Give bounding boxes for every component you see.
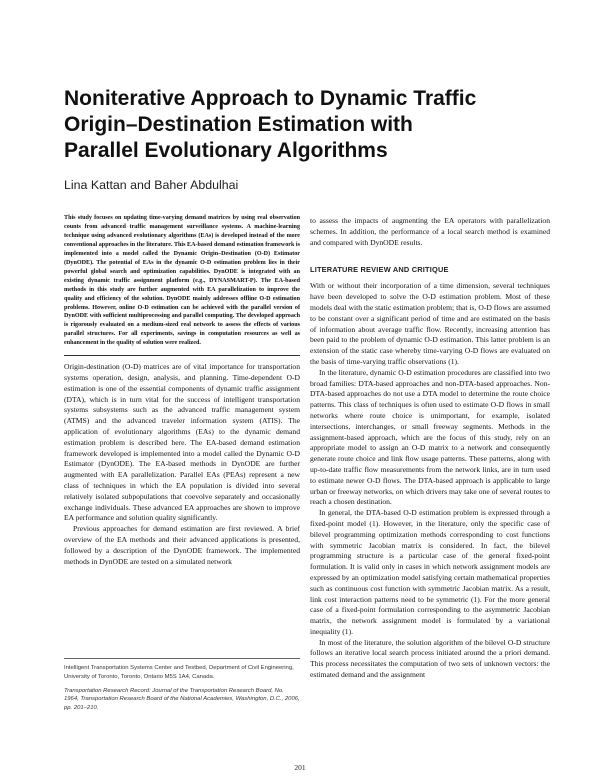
body-paragraph: With or without their incorporation of a time dimension, several techniques have been developed to solve the O-D estimation problem. Most of these models deal with the static estimation problem; that is, O-D flows are assumed to be constant over a significant period of time and are estimated on the basis of information about average traffic flow. Recently, increasing attention has been paid to the problem of dynamic O-D estimation. This latter problem is an extension of the static case whereby time-varying O-D flows are evaluated on the basis of time-varying traffic observations (1).	[310, 281, 550, 366]
body-paragraph: Previous approaches for demand estimation are first reviewed. A brief overview of the EA methods and their advanced applications is presented, followed by a description of the DynODE framework. The implemented methods in DynODE are tested on a simulated network	[64, 524, 300, 566]
author-affiliation: Intelligent Transportation Systems Center and Testbed, Department of Civil Engineering, University of Toronto, Toronto, Ontario M5S 1A4, Canada.	[64, 665, 294, 680]
body-paragraph: Origin-destination (O-D) matrices are of vital importance for transportation systems operation, design, analysis, and planning. Time-dependent O-D estimation is one of the essential components of dynamic traffic assignment (DTA), which is in turn vital for the success of intelligent transportation systems subsystems such as the advanced traffic management system (ATMS) and the advanced traveler information system (ATIS). The application of evolutionary algorithms (EAs) to the dynamic demand estimation problem is described here. The EA-based demand estimation framework developed is implemented into a model called the Dynamic O-D Estimator (DynODE). The EA-based methods in DynODE are further augmented with EA parallelization. Parallel EAs (PEAs) represent a new class of techniques in which the EA population is divided into several relatively isolated subpopulations that coevolve separately and occasionally exchange individuals. These advanced EA approaches are shown to improve EA performance and solution quality significantly.	[64, 362, 300, 523]
section-heading: LITERATURE REVIEW AND CRITIQUE	[310, 265, 449, 275]
right-column	[310, 216, 550, 681]
title-line: Parallel Evolutionary Algorithms	[64, 139, 388, 162]
body-paragraph: In general, the DTA-based O-D estimation problem is expressed through a fixed-point model (1). However, in the literature, only the specific case of bilevel programming optimization methods corresponding to cost functions with symmetric Jacobian matrix is considered. In fact, the bilevel programming structure is a particular case of the general fixed-point formulation. It is valid only in cases in which network assignment models are expressed by an optimization model satisfying certain mathematical properties such as continuous cost function with symmetric Jacobian matrix. As a result, link cost interaction patterns need to be symmetric (1). For the more general case of a fixed-point formulation corresponding to the asymmetric Jacobian matrix, the network assignment model is formulated by a variational inequality (1).	[310, 508, 550, 636]
footnote	[64, 658, 300, 718]
author-list: Lina Kattan and Baher Abdulhai	[64, 178, 239, 192]
title-line: Origin–Destination Estimation with	[64, 113, 413, 136]
body-paragraph: In the literature, dynamic O-D estimation procedures are classified into two broad families: DTA-based approaches and non-DTA-based approaches. Non-DTA-based approaches do not use a DTA model to determine the route choice patterns. This class of techniques is often used to estimate O-D flows in small networks where route choice is unimportant, for example, isolated intersections, interchanges, or small freeway segments. Methods in the assignment-based approach, which are the focus of this study, rely on an appropriate model to assign an O-D matrix to a network and consequently generate route choice and link flow usage patterns. These patterns, along with up-to-date traffic flow measurements from the network links, are in turn used to estimate newer O-D flows. The DTA-based approach is applicable to large urban or freeway networks, on which drivers may take one of several routes to reach a chosen destination.	[310, 367, 550, 507]
body-paragraph: In most of the literature, the solution algorithm of the bilevel O-D structure follows an iterative local search process initiated around the a priori demand. This process necessitates the computation of two sets of unknown vectors: the estimated demand and the assignment	[310, 637, 550, 680]
page-number: 201	[294, 763, 306, 772]
left-column	[64, 214, 300, 567]
abstract-divider	[64, 355, 300, 356]
body-paragraph: to assess the impacts of augmenting the EA operators with parallelization schemes. In addition, the performance of a local search method is examined and compared with DynODE results.	[310, 216, 550, 247]
journal-citation-text: Transportation Research Record: Journal of the Transportation Research Board, No. 1964, Transportation Research Board of the National Academies, Washington, D.C., 2006, pp. 201–210.	[64, 687, 300, 712]
footnote-rule	[64, 658, 300, 659]
title-line: Noniterative Approach to Dynamic Traffic	[64, 87, 477, 110]
abstract: This study focuses on updating time-varying demand matrices by using real observation counts from advanced traffic management surveillance systems. A machine-learning technique using advanced evolutionary algorithms (EAs) is developed instead of the more conventional approaches in the literature. This EA-based demand estimation framework is implemented into a model called the Dynamic Origin–Destination (O-D) Estimator (DynODE). The potential of EAs in the dynamic O-D estimation problem lies in their powerful global search and optimization capabilities. DynODE is integrated with an existing dynamic traffic assignment platform (e.g., DYNASMART-P). The EA-based methods in this study are further augmented with EA parallelization to improve the quality and efficiency of the solution. DynODE mainly addresses offline O-D estimation problems. However, online O-D estimation can be achieved with the parallel version of DynODE with sufficient multiprocessing and parallel computing. The developed approach is rigorously evaluated on a medium-sized real network to assess the effects of various parallel structures. For all experiments, savings in computation resources as well as enhancement in the quality of solution were realized.	[64, 215, 300, 347]
journal-citation	[64, 687, 300, 713]
article-title	[64, 86, 544, 164]
